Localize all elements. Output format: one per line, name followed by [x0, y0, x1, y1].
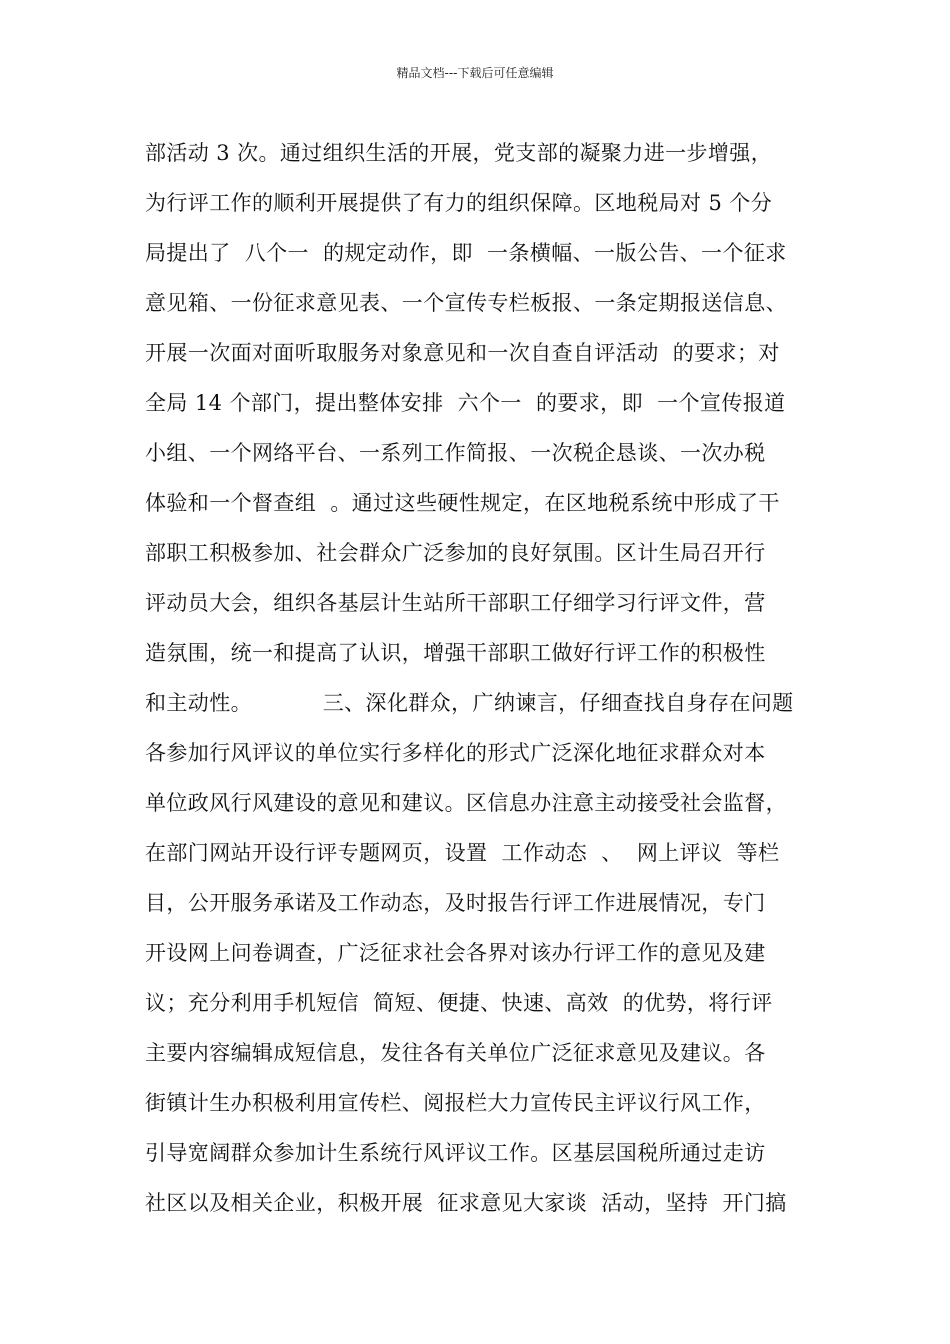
text-line: 局提出了 八个一 的规定动作，即 一条横幅、一版公告、一个征求 [145, 241, 787, 265]
text-line: 小组、一个网络平台、一系列工作简报、一次税企恳谈、一次办税 [145, 441, 766, 465]
text-line: 在部门网站开设行评专题网页，设置 工作动态 、 网上评议 等栏 [145, 841, 780, 865]
text-line: 部职工积极参加、社会群众广泛参加的良好氛围。区计生局召开行 [145, 541, 766, 565]
text-line: 开展一次面对面听取服务对象意见和一次自查自评活动 的要求；对 [145, 341, 780, 365]
text-line: 街镇计生办积极利用宣传栏、阅报栏大力宣传民主评议行风工作， [145, 1091, 766, 1115]
text-line: 造氛围，统一和提高了认识，增强干部职工做好行评工作的积极性 [145, 641, 766, 665]
document-body [145, 128, 845, 1228]
text-line: 和主动性。 三、深化群众，广纳谏言，仔细查找自身存在问题 [145, 691, 794, 715]
text-line: 评动员大会，组织各基层计生站所干部职工仔细学习行评文件，营 [145, 591, 766, 615]
text-line: 开设网上问卷调查，广泛征求社会各界对该办行评工作的意见及建 [145, 941, 766, 965]
text-line: 全局 14 个部门，提出整体安排 六个一 的要求，即 一个宣传报道 [145, 391, 786, 415]
text-line: 单位政风行风建设的意见和建议。区信息办注意主动接受社会监督， [145, 791, 787, 815]
text-line: 部活动 3 次。通过组织生活的开展，党支部的凝聚力进一步增强， [145, 141, 773, 165]
text-line: 意见箱、一份征求意见表、一个宣传专栏板报、一条定期报送信息、 [145, 291, 787, 315]
text-line: 为行评工作的顺利开展提供了有力的组织保障。区地税局对 5 个分 [145, 191, 773, 215]
text-line: 主要内容编辑成短信息，发往各有关单位广泛征求意见及建议。各 [145, 1041, 766, 1065]
text-line: 体验和一个督查组 。通过这些硬性规定，在区地税系统中形成了干 [145, 491, 780, 515]
text-line: 社区以及相关企业，积极开展 征求意见大家谈 活动，坚持 开门搞 [145, 1191, 787, 1215]
page-header: 精品文档---下载后可任意编辑 [396, 66, 554, 80]
text-line: 目，公开服务承诺及工作动态，及时报告行评工作进展情况，专门 [145, 891, 766, 915]
text-line: 各参加行风评议的单位实行多样化的形式广泛深化地征求群众对本 [145, 741, 766, 765]
text-line: 议；充分利用手机短信 简短、便捷、快速、高效 的优势，将行评 [145, 991, 773, 1015]
text-line: 引导宽阔群众参加计生系统行风评议工作。区基层国税所通过走访 [145, 1141, 766, 1165]
